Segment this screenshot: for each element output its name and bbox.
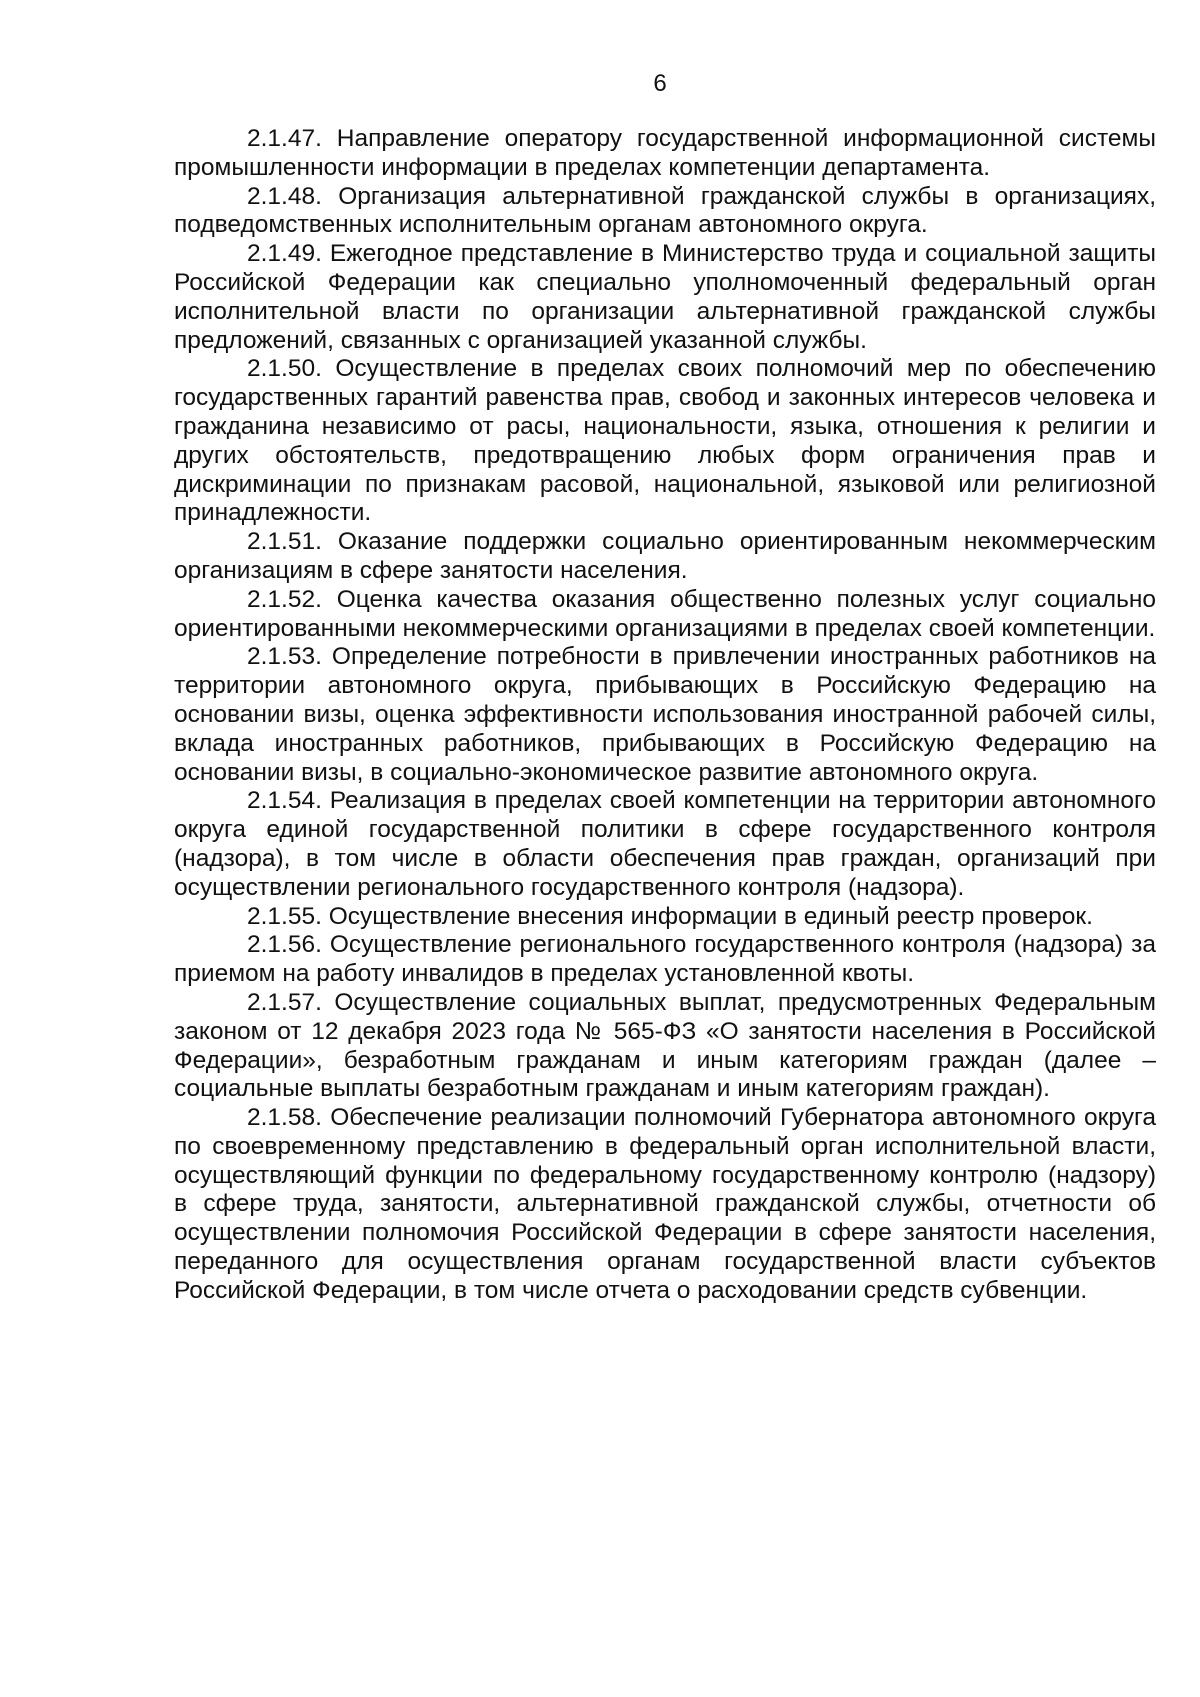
paragraph-2-1-54: 2.1.54. Реализация в пределах своей компетенции на территории автономного округа единой государственной политики в сфере государственного контроля (надзора), в том числе в области обеспечения прав граждан, организаций при осуществлении регионального государственного контроля (надзора).	[174, 787, 1156, 901]
paragraph-2-1-55: 2.1.55. Осуществление внесения информации в единый реестр проверок.	[247, 902, 1093, 930]
page-number: 6	[653, 70, 667, 97]
paragraph-2-1-56: 2.1.56. Осуществление регионального государственного контроля (надзора) за приемом на работу инвалидов в пределах установленной квоты.	[174, 931, 1156, 988]
paragraph-2-1-57: 2.1.57. Осуществление социальных выплат, предусмотренных Федеральным законом от 12 декабря 2023 года № 565-ФЗ «О занятости населения в Российской Федерации», безработным гражданам и иным категориям граждан (далее – социальные выплаты безработным гражданам и иным категориям граждан).	[174, 988, 1156, 1103]
paragraph-2-1-53: 2.1.53. Определение потребности в привлечении иностранных работников на территории автономного округа, прибывающих в Российскую Федерацию на основании визы, оценка эффективности использования иностранной рабочей силы, вклада иностранных работников, прибывающих в Российскую Федерацию на основании визы, в социально-экономическое развитие автономного округа.	[174, 643, 1156, 786]
paragraph-2-1-47: 2.1.47. Направление оператору государственной информационной системы промышленности информации в пределах компетенции департамента.	[174, 125, 1156, 181]
paragraph-2-1-48: 2.1.48. Организация альтернативной гражданской службы в организациях, подведомственных исполнительным органам автономного округа.	[174, 182, 1156, 239]
paragraph-2-1-49: 2.1.49. Ежегодное представление в Министерство труда и социальной защиты Российской Федерации как специально уполномоченный федеральный орган исполнительной власти по организации альтернативной гражданской службы предложений, связанных с организацией указанной службы.	[174, 240, 1156, 354]
paragraph-2-1-52: 2.1.52. Оценка качества оказания общественно полезных услуг социально ориентированными некоммерческими организациями в пределах своей компетенции.	[174, 585, 1156, 642]
paragraph-2-1-50: 2.1.50. Осуществление в пределах своих полномочий мер по обеспечению государственных гарантий равенства прав, свобод и законных интересов человека и гражданина независимо от расы, национальности, языка, отношения к религии и других обстоятельств, предотвращению любых форм ограничения прав и дискриминации по признакам расовой, национальной, языковой или религиозной принадлежности.	[174, 355, 1156, 527]
paragraph-2-1-58: 2.1.58. Обеспечение реализации полномочий Губернатора автономного округа по своевременному представлению в федеральный орган исполнительной власти, осуществляющий функции по федеральному государственному контролю (надзору) в сфере труда, занятости, альтернативной гражданской службы, отчетности об осуществлении полномочия Российской Федерации в сфере занятости населения, переданного для осуществления органам государственной власти субъектов Российской Федерации, в том числе отчета о расходовании средств субвенции.	[174, 1104, 1156, 1304]
paragraph-2-1-51: 2.1.51. Оказание поддержки социально ориентированным некоммерческим организациям в сфере занятости населения.	[174, 528, 1156, 584]
document-body	[174, 125, 1156, 1306]
